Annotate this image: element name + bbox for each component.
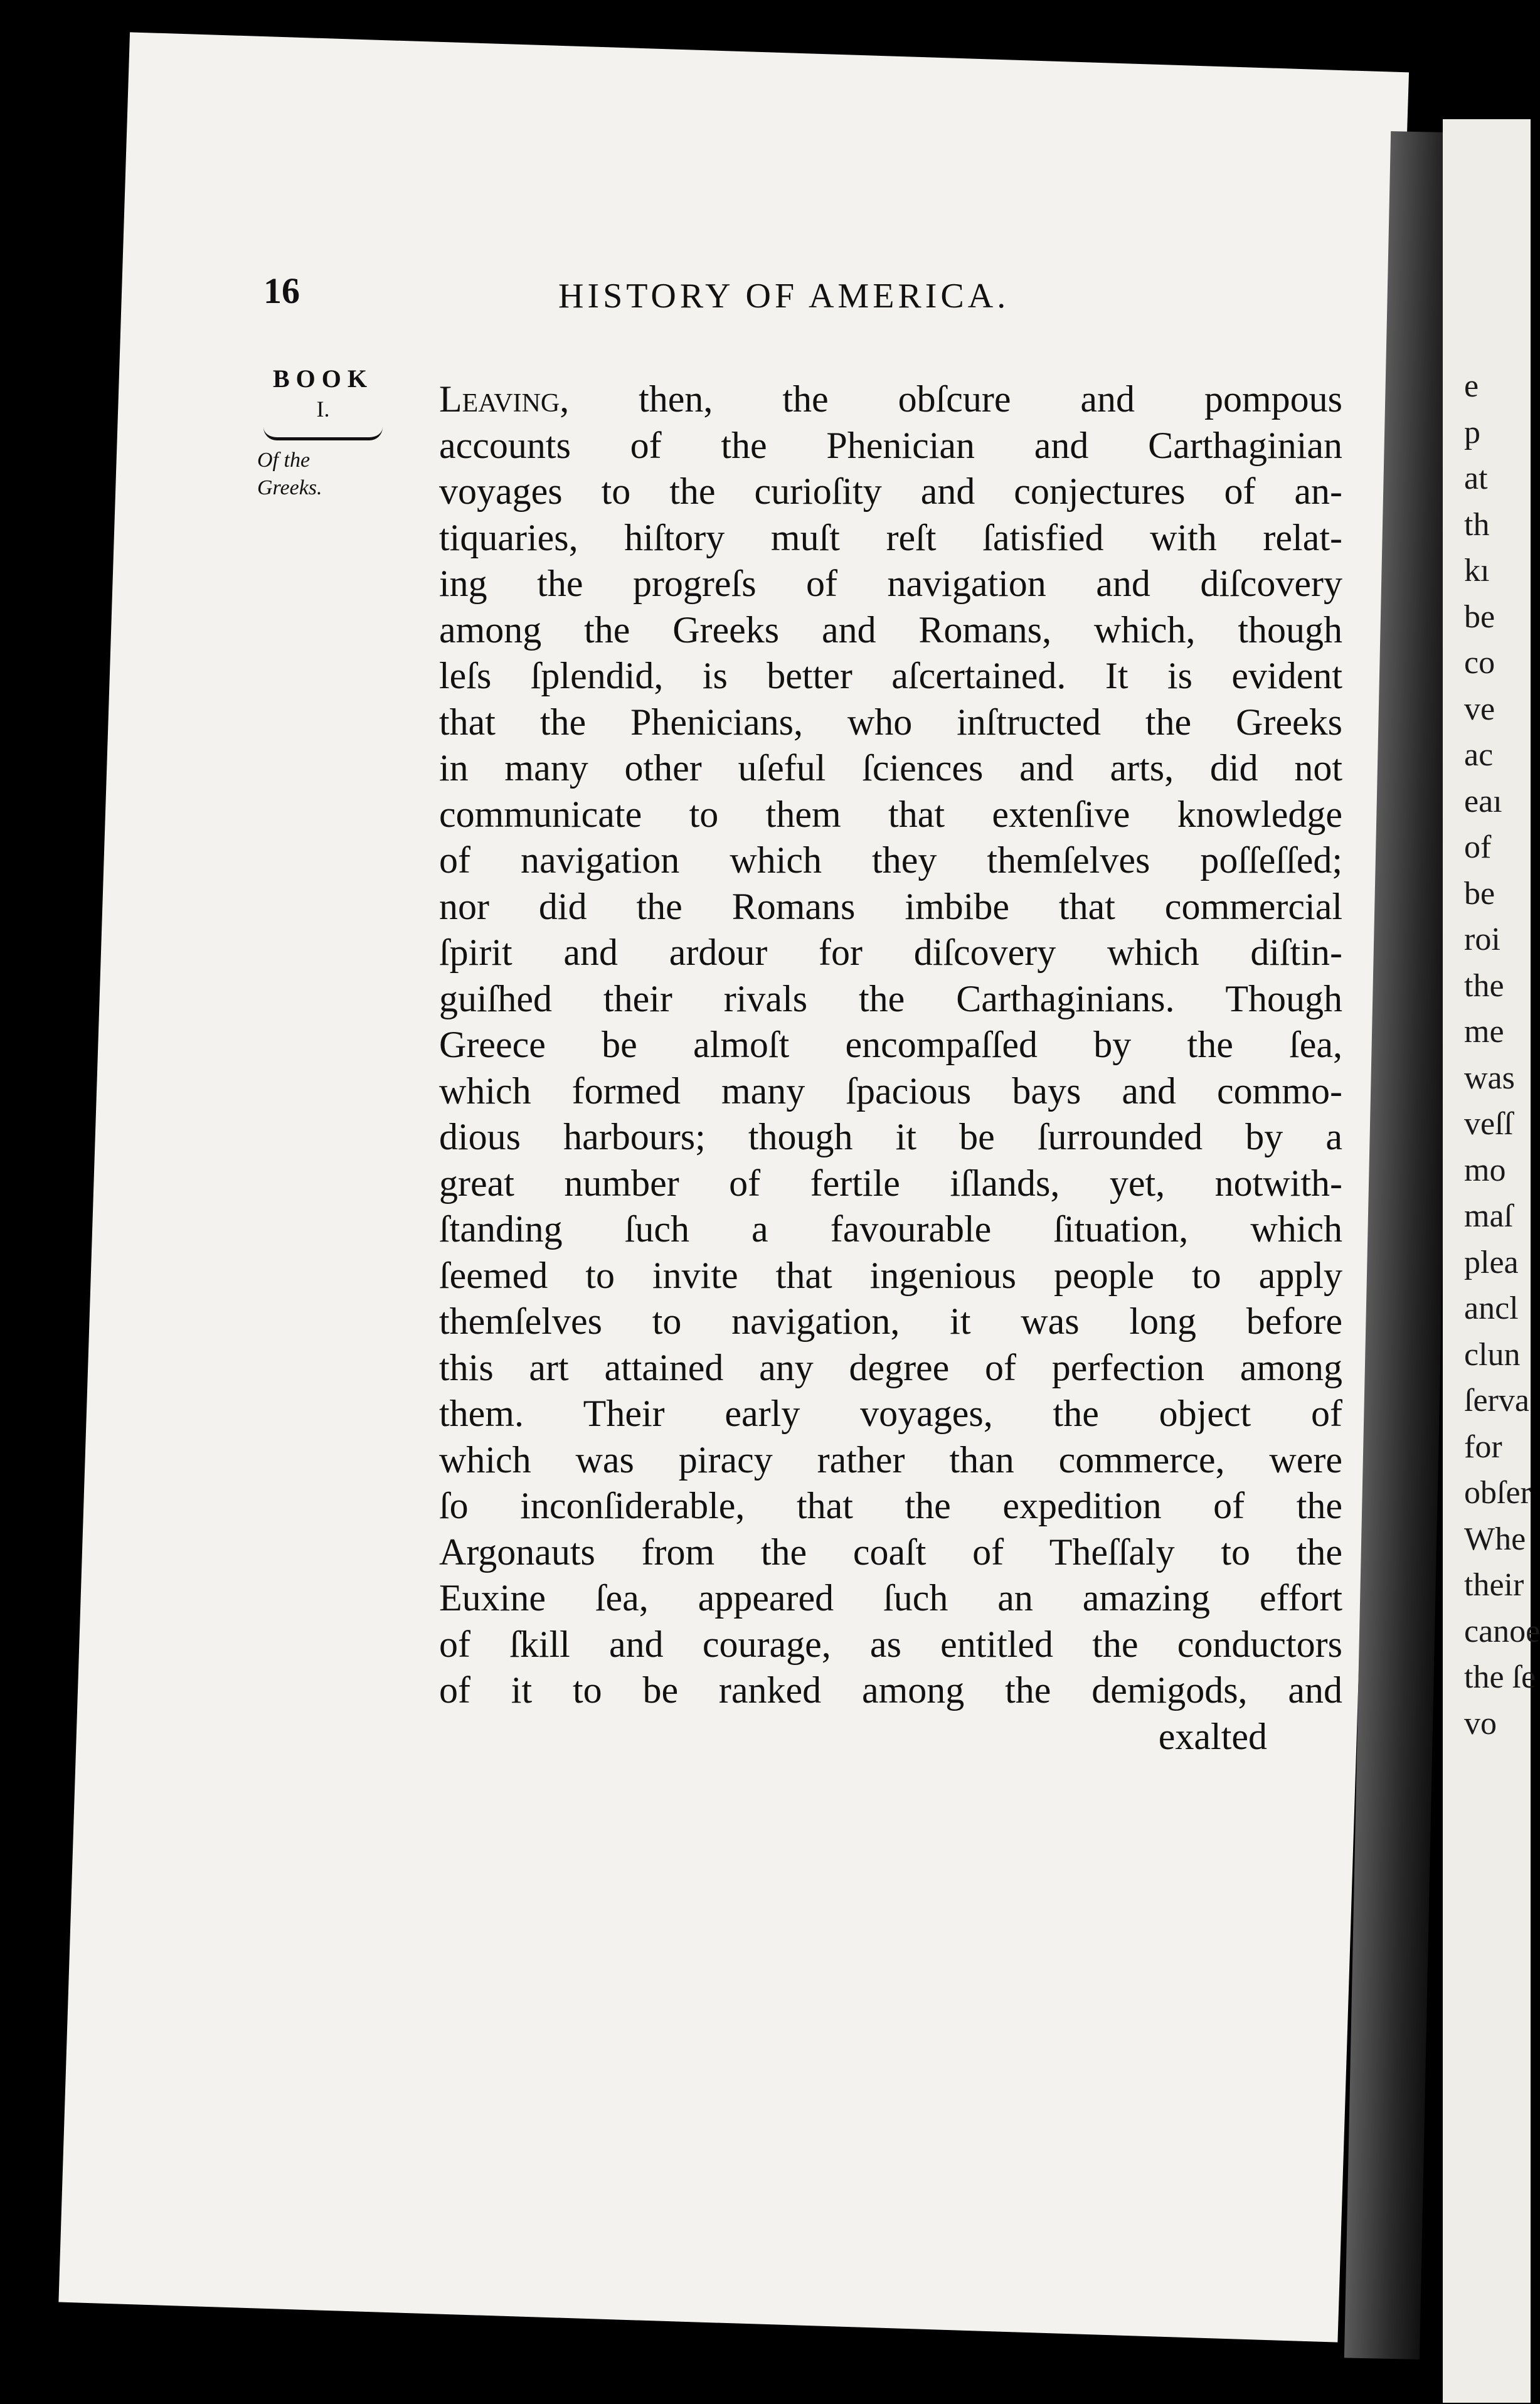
body-line: ſtanding ſuch a favourable ſituation, which [439,1208,1342,1250]
facing-page-fragment: maſ [1464,1198,1513,1234]
catchword: exalted [1158,1715,1267,1757]
facing-page-fragment: th [1464,506,1490,543]
first-line-rest: , then, the obſcure and pompous [560,378,1342,420]
book-label: BOOK [272,364,374,393]
book-number: I. [316,396,330,422]
brace-ornament [263,427,383,440]
facing-page-fragment: co [1464,645,1495,681]
body-line: ſeemed to invite that ingenious people to apply [439,1254,1342,1296]
running-head: HISTORY OF AMERICA. [558,277,1010,316]
body-line-first [439,376,1342,423]
facing-page-fragment: be [1464,598,1495,635]
body-line: ing the progreſs of navigation and diſcovery [439,563,1342,604]
facing-page-fragment: at [1464,460,1488,496]
facing-page-fragment: was [1464,1060,1515,1096]
body-line: great number of fertile iſlands, yet, notwith- [439,1162,1342,1204]
body-line: communicate to them that extenſive knowledge [439,793,1342,835]
opening-word: Leaving [439,378,560,420]
facing-page-fragment: obſer [1464,1475,1531,1511]
facing-page-fragment: ſerva [1464,1383,1529,1418]
facing-page-fragment: roi [1464,922,1500,957]
body-line: which formed many ſpacious bays and commo- [439,1070,1342,1112]
facing-page-fragment: veſſ [1464,1106,1513,1142]
facing-page-edge [1443,119,1540,2403]
facing-page-fragment: e [1464,368,1479,404]
body-text [439,376,1342,1760]
facing-page-fragment: plea [1464,1244,1519,1280]
facing-page-fragment: for [1464,1428,1502,1465]
body-line: Euxine ſea, appeared ſuch an amazing effort [439,1577,1342,1619]
facing-page-fragment: of [1464,829,1492,865]
facing-page-fragment: p [1464,414,1480,450]
body-line: themſelves to navigation, it was long before [439,1300,1342,1342]
facing-page-fragment: me [1464,1014,1504,1050]
sidenote-line-2: Greeks. [257,476,322,499]
body-line: leſs ſplendid, is better aſcertained. It is evident [439,655,1342,696]
facing-page-fragment: Whe [1464,1521,1526,1557]
body-line: Greece be almoſt encompaſſed by the ſea, [439,1024,1342,1065]
facing-page-fragment: eaı [1464,783,1502,819]
facing-page-fragment: be [1464,875,1495,912]
body-line: them. Their early voyages, the object of [439,1393,1342,1434]
body-line: ſo inconſiderable, that the expedition of the [439,1485,1342,1526]
facing-page-fragment: vo [1464,1705,1497,1742]
body-line: in many other uſeful ſciences and arts, did not [439,747,1342,789]
body-line: Argonauts from the coaſt of Theſſaly to the [439,1531,1342,1573]
page-header [263,270,1255,320]
facing-page-fragment: clun [1464,1336,1521,1373]
margin-note [251,364,395,502]
body-line: guiſhed their rivals the Carthaginians. Though [439,977,1342,1019]
body-line: dious harbours; though it be ſurrounded by a [439,1116,1342,1157]
body-line: this art attained any degree of perfection among [439,1346,1342,1388]
body-line: that the Phenicians, who inſtructed the Greeks [439,701,1342,743]
facing-page-fragment: the [1464,967,1504,1004]
sidenote-line-1: Of the [257,449,311,472]
facing-page-fragment: their [1464,1567,1524,1603]
body-line: accounts of the Phenician and Carthaginian [439,424,1342,466]
body-line: nor did the Romans imbibe that commercial [439,885,1342,927]
page-number: 16 [263,270,300,311]
facing-page-fragment: ve [1464,691,1495,727]
body-line: tiquaries, hiſtory muſt reſt ſatisfied with relat- [439,516,1342,558]
body-line: among the Greeks and Romans, which, though [439,609,1342,651]
body-line: of navigation which they themſelves poſſeſſed; [439,839,1342,881]
facing-page-fragment: the ſe [1464,1659,1536,1695]
body-line: which was piracy rather than commerce, were [439,1439,1342,1481]
facing-page-fragment: kı [1464,553,1490,588]
facing-page-fragment: ancl [1464,1290,1519,1326]
body-line: ſpirit and ardour for diſcovery which diſtin- [439,932,1342,973]
body-line: voyages to the curioſity and conjectures of an- [439,471,1342,512]
facing-page-fragment: mo [1464,1152,1506,1188]
facing-page-fragment: canoe [1464,1613,1540,1649]
facing-page-fragment: ac [1464,737,1494,773]
body-line: of it to be ranked among the demigods, and [439,1669,1342,1711]
body-line: of ſkill and courage, as entitled the conductors [439,1623,1342,1665]
